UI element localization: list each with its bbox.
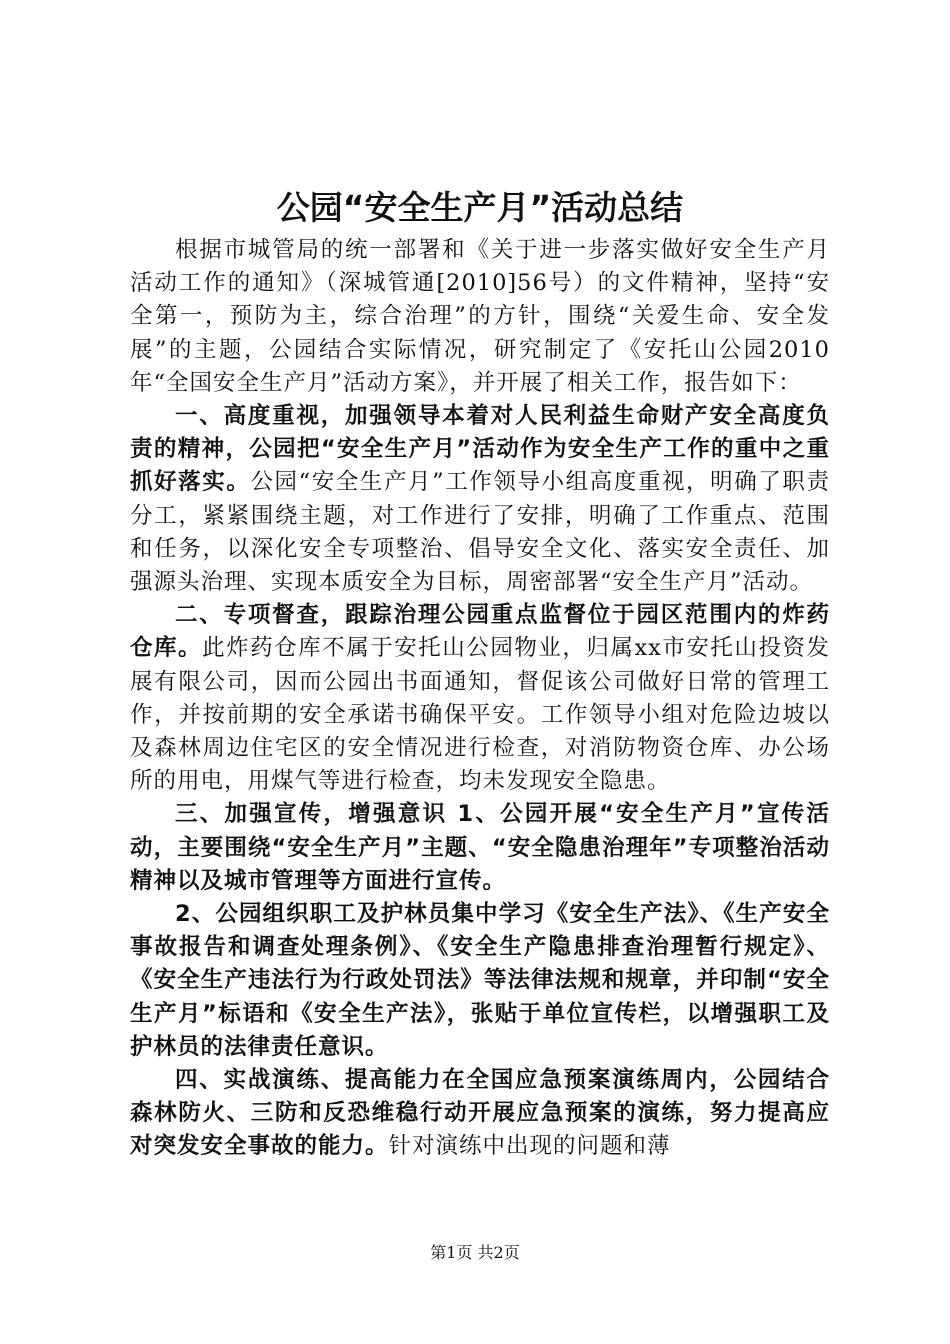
section-1-heading: 一、高度重视，加强领导本着对人民利益生命财产安全高度负责的精神，公园把“安全生产月”活动作为安全生产工作的重中之重抓好落实。 [130,403,830,496]
section-1-paragraph [130,400,830,599]
section-2-heading: 二、专项督查，跟踪治理公园重点监督位于园区范围内的炸药仓库。 [130,602,830,662]
section-4-paragraph [130,1064,830,1164]
section-3-item-2: 2、公园组织职工及护林员集中学习《安全生产法》、《生产安全事故报告和调查处理条例》、《安全生产隐患排查治理暂行规定》、《安全生产违法行为行政处罚法》等法律法规和规章，并印制“安全生产月”标语和《安全生产法》，张贴于单位宣传栏，以增强职工及护林员的法律责任意识。 [130,901,830,1060]
intro-paragraph [130,234,830,400]
document-title: 公园“安全生产月”活动总结 [276,188,684,227]
section-2-body: 此炸药仓库不属于安托山公园物业，归属xx市安托山投资发展有限公司，因而公园出书面通知，督促该公司做好日常的管理工作，并按前期的安全承诺书确保平安。工作领导小组对危险边坡以及森林周边住宅区的安全情况进行检查，对消防物资仓库、办公场所的用电，用煤气等进行检查，均未发现安全隐患。 [130,635,830,795]
section-3-paragraph [130,798,830,898]
section-3-heading: 三、加强宣传，增强意识 1、公园开展“安全生产月”宣传活动，主要围绕“安全生产月”主题、“安全隐患治理年”专项整治活动精神以及城市管理等方面进行宣传。 [130,801,830,894]
section-4-heading: 四、实战演练、提高能力在全国应急预案演练周内，公园结合森林防火、三防和反恐维稳行动开展应急预案的演练，努力提高应对突发安全事故的能力。 [130,1067,830,1160]
document-body [130,234,830,1164]
section-1-body: 公园“安全生产月”工作领导小组高度重视，明确了职责分工，紧紧围绕主题，对工作进行了安排，明确了工作重点、范围和任务，以深化安全专项整治、倡导安全文化、落实安全责任、加强源头治理、实现本质安全为目标，周密部署“安全生产月”活动。 [130,469,830,596]
section-2-paragraph [130,599,830,798]
intro-text: 根据市城管局的统一部署和《关于进一步落实做好安全生产月活动工作的通知》（深城管通[2010]56号）的文件精神，坚持“安全第一，预防为主，综合治理”的方针，围绕“关爱生命、安全发展”的主题，公园结合实际情况，研究制定了《安托山公园2010年“全国安全生产月”活动方案》，并开展了相关工作，报告如下： [130,237,830,396]
section-4-body: 针对演练中出现的问题和薄 [388,1133,671,1160]
section-3-item-2-paragraph [130,898,830,1064]
page-number-footer: 第1页 共2页 [430,1243,520,1262]
